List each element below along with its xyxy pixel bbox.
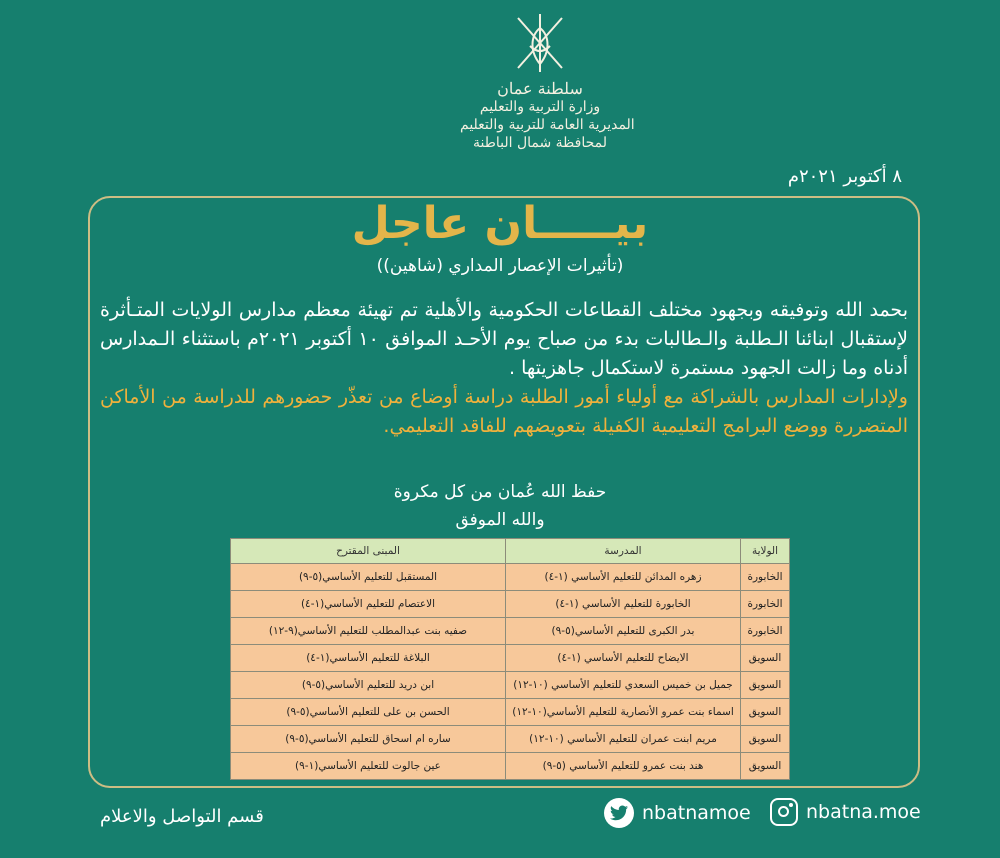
cell-wilayat: السويق <box>741 672 790 699</box>
cell-wilayat: الخابورة <box>741 564 790 591</box>
cell-wilayat: السويق <box>741 726 790 753</box>
letterhead <box>460 10 635 152</box>
cell-proposed-building: الاعتصام للتعليم الأساسي(١-٤) <box>231 591 506 618</box>
emblem-line-2: وزارة التربية والتعليم <box>479 99 601 115</box>
statement-paragraph-main: بحمد الله وتوفيقه وبجهود مختلف القطاعات الحكومية والأهلية تم تهيئة معظم مدارس الولايات المتـأثرة لإستقبال ابنائنا الـطلبة والـطالبات بدء من صباح يوم الأحـد الموافق ١٠ أكتوبر ٢٠٢١م باستثناء الـمدارس أدناه وما زالت الجهود مستمرة لاستكمال جاهزيتها . <box>100 299 908 379</box>
cell-wilayat: السويق <box>741 699 790 726</box>
emblem-line-1: سلطنة عمان <box>497 79 583 98</box>
department-name: قسم التواصل والاعلام <box>100 806 264 827</box>
statement-title: بيـــــان عاجل <box>351 198 649 249</box>
twitter-link[interactable] <box>604 798 751 828</box>
schools-table <box>230 538 790 780</box>
instagram-link[interactable] <box>770 798 921 826</box>
cell-proposed-building: البلاغة للتعليم الأساسي(١-٤) <box>231 645 506 672</box>
cell-school: هند بنت عمرو للتعليم الأساسي (٥-٩) <box>506 753 741 780</box>
statement-subtitle: (تأثيرات الإعصار المداري (شاهين)) <box>376 256 624 276</box>
cell-school: زهره المدائن للتعليم الأساسي (١-٤) <box>506 564 741 591</box>
cell-school: اسماء بنت عمرو الأنصارية للتعليم الأساسي(١٠-١٢) <box>506 699 741 726</box>
cell-wilayat: الخابورة <box>741 618 790 645</box>
header-proposed-building: المبنى المقترح <box>231 539 506 564</box>
emblem-line-4: لمحافظة شمال الباطنة <box>472 135 608 151</box>
instagram-handle: nbatna.moe <box>806 801 921 823</box>
cell-school: مريم ابنت عمران للتعليم الأساسي (١٠-١٢) <box>506 726 741 753</box>
cell-proposed-building: المستقبل للتعليم الأساسي(٥-٩) <box>231 564 506 591</box>
cell-proposed-building: عين جالوت للتعليم الأساسي(١-٩) <box>231 753 506 780</box>
cell-wilayat: السويق <box>741 645 790 672</box>
statement-paragraph-note: ولإدارات المدارس بالشراكة مع أولياء أمور الطلبة دراسة أوضاع من تعذّر حضورهم للدراسة من الأماكن المتضررة ووضع البرامج التعليمية الكفيلة بتعويضهم للفاقد التعليمي. <box>100 386 908 437</box>
cell-proposed-building: ساره ام اسحاق للتعليم الأساسي(٥-٩) <box>231 726 506 753</box>
closing-line-2: والله الموفق <box>455 510 545 530</box>
instagram-icon <box>770 798 798 826</box>
table-row <box>231 699 790 726</box>
cell-school: الايضاح للتعليم الأساسي (١-٤) <box>506 645 741 672</box>
header-wilayat: الولاية <box>741 539 790 564</box>
cell-school: جميل بن خميس السعدي للتعليم الأساسي (١٠-١٢) <box>506 672 741 699</box>
cell-school: الخابورة للتعليم الأساسي (١-٤) <box>506 591 741 618</box>
twitter-handle: nbatnamoe <box>642 802 751 824</box>
cell-wilayat: الخابورة <box>741 591 790 618</box>
table-row <box>231 618 790 645</box>
table-row <box>231 645 790 672</box>
cell-proposed-building: الحسن بن على للتعليم الأساسي(٥-٩) <box>231 699 506 726</box>
emblem-line-3: المديرية العامة للتربية والتعليم <box>460 117 635 133</box>
header-school: المدرسة <box>506 539 741 564</box>
table-row <box>231 564 790 591</box>
table-header-row <box>231 539 790 564</box>
table-row <box>231 726 790 753</box>
statement-closing <box>0 478 1000 534</box>
statement-date: ٨ أكتوبر ٢٠٢١م <box>787 166 902 187</box>
table-row <box>231 591 790 618</box>
oman-emblem-icon <box>508 10 572 80</box>
closing-line-1: حفظ الله عُمان من كل مكروة <box>393 482 607 502</box>
cell-school: بدر الكبرى للتعليم الأساسي(٥-٩) <box>506 618 741 645</box>
twitter-icon <box>604 798 634 828</box>
table-row <box>231 672 790 699</box>
cell-proposed-building: صفيه بنت عبدالمطلب للتعليم الأساسي(٩-١٢) <box>231 618 506 645</box>
cell-proposed-building: ابن دريد للتعليم الأساسي(٥-٩) <box>231 672 506 699</box>
table-row <box>231 753 790 780</box>
statement-body <box>100 296 908 441</box>
cell-wilayat: السويق <box>741 753 790 780</box>
